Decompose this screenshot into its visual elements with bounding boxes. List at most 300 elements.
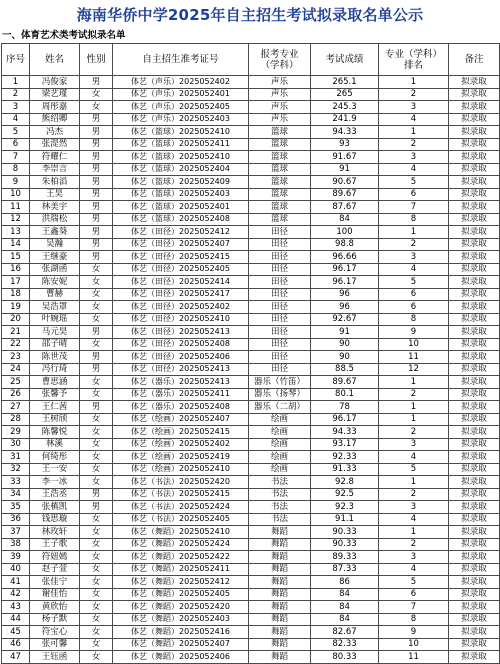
remark-cell: 拟录取: [449, 113, 500, 126]
table-row: [2, 513, 500, 526]
rank-cell: 4: [379, 263, 449, 276]
student-name-cell: 王一安: [30, 463, 80, 476]
student-gender-cell: 女: [80, 313, 113, 326]
student-name-cell: 林溪: [30, 438, 80, 451]
row-index-cell: 30: [2, 438, 30, 451]
student-gender-cell: 女: [80, 463, 113, 476]
table-row: [2, 426, 500, 439]
exam-id-cell: 体艺（田径）2025052412: [113, 226, 249, 239]
score-cell: 96.17: [311, 276, 379, 289]
major-cell: 田径: [249, 238, 311, 251]
score-cell: 82.33: [311, 638, 379, 651]
table-row: [2, 76, 500, 89]
major-cell: 田径: [249, 226, 311, 239]
score-cell: 91.33: [311, 463, 379, 476]
remark-cell: 拟录取: [449, 388, 500, 401]
student-name-cell: 王钰函: [30, 651, 80, 664]
major-cell: 舞蹈: [249, 613, 311, 626]
table-row: [2, 551, 500, 564]
student-gender-cell: 女: [80, 338, 113, 351]
score-cell: 265.1: [311, 76, 379, 89]
major-cell: 田径: [249, 351, 311, 364]
row-index-cell: 2: [2, 88, 30, 101]
rank-cell: 10: [379, 338, 449, 351]
rank-cell: 1: [379, 526, 449, 539]
student-gender-cell: 女: [80, 426, 113, 439]
score-cell: 86: [311, 576, 379, 589]
major-cell: 书法: [249, 513, 311, 526]
row-index-cell: 23: [2, 351, 30, 364]
remark-cell: 拟录取: [449, 201, 500, 214]
row-index-cell: 4: [2, 113, 30, 126]
major-cell: 声乐: [249, 88, 311, 101]
table-row: [2, 363, 500, 376]
student-gender-cell: 女: [80, 526, 113, 539]
exam-id-cell: 体艺（田径）2025052408: [113, 338, 249, 351]
table-row: [2, 626, 500, 639]
header-rank: 专业（学科） 排名: [379, 44, 449, 76]
exam-id-cell: 体艺（声乐）2025052402: [113, 76, 249, 89]
table-row: [2, 563, 500, 576]
student-gender-cell: 男: [80, 163, 113, 176]
row-index-cell: 19: [2, 301, 30, 314]
exam-id-cell: 体艺（舞蹈）2025052424: [113, 538, 249, 551]
student-gender-cell: 女: [80, 638, 113, 651]
remark-cell: 拟录取: [449, 288, 500, 301]
score-cell: 96: [311, 301, 379, 314]
table-row: [2, 138, 500, 151]
score-cell: 84: [311, 601, 379, 614]
row-index-cell: 6: [2, 138, 30, 151]
student-gender-cell: 女: [80, 651, 113, 664]
student-name-cell: 张湜然: [30, 138, 80, 151]
student-gender-cell: 女: [80, 626, 113, 639]
rank-cell: 2: [379, 138, 449, 151]
row-index-cell: 37: [2, 526, 30, 539]
score-cell: 265: [311, 88, 379, 101]
major-cell: 书法: [249, 501, 311, 514]
rank-cell: 4: [379, 163, 449, 176]
student-gender-cell: 男: [80, 151, 113, 164]
table-row: [2, 238, 500, 251]
student-gender-cell: 女: [80, 438, 113, 451]
student-name-cell: 朱柏滔: [30, 176, 80, 189]
student-name-cell: 冯俊家: [30, 76, 80, 89]
student-gender-cell: 男: [80, 226, 113, 239]
remark-cell: 拟录取: [449, 563, 500, 576]
score-cell: 92.67: [311, 313, 379, 326]
table-row: [2, 326, 500, 339]
student-gender-cell: 女: [80, 551, 113, 564]
row-index-cell: 31: [2, 451, 30, 464]
table-row: [2, 538, 500, 551]
student-name-cell: 曹思涵: [30, 376, 80, 389]
student-name-cell: 冯杰: [30, 126, 80, 139]
rank-cell: 5: [379, 463, 449, 476]
student-gender-cell: 女: [80, 613, 113, 626]
row-index-cell: 43: [2, 601, 30, 614]
rank-cell: 7: [379, 201, 449, 214]
table-row: [2, 113, 500, 126]
table-row: [2, 588, 500, 601]
rank-cell: 1: [379, 226, 449, 239]
row-index-cell: 21: [2, 326, 30, 339]
student-name-cell: 王树颀: [30, 413, 80, 426]
row-index-cell: 42: [2, 588, 30, 601]
rank-cell: 4: [379, 113, 449, 126]
major-cell: 声乐: [249, 76, 311, 89]
table-row: [2, 251, 500, 264]
exam-id-cell: 体艺（舞蹈）2025052403: [113, 613, 249, 626]
student-name-cell: 林玫轩: [30, 526, 80, 539]
student-gender-cell: 女: [80, 476, 113, 489]
exam-id-cell: 体艺（舞蹈）2025052405: [113, 588, 249, 601]
score-cell: 92.8: [311, 476, 379, 489]
score-cell: 84: [311, 588, 379, 601]
table-row: [2, 463, 500, 476]
student-gender-cell: 女: [80, 288, 113, 301]
exam-id-cell: 体艺（田径）2025052407: [113, 238, 249, 251]
major-cell: 舞蹈: [249, 526, 311, 539]
rank-cell: 3: [379, 151, 449, 164]
remark-cell: 拟录取: [449, 363, 500, 376]
rank-cell: 5: [379, 576, 449, 589]
row-index-cell: 14: [2, 238, 30, 251]
student-gender-cell: 男: [80, 238, 113, 251]
student-gender-cell: 男: [80, 351, 113, 364]
score-cell: 241.9: [311, 113, 379, 126]
row-index-cell: 16: [2, 263, 30, 276]
table-row: [2, 288, 500, 301]
student-gender-cell: 女: [80, 263, 113, 276]
rank-cell: 1: [379, 401, 449, 414]
remark-cell: 拟录取: [449, 176, 500, 189]
rank-cell: 2: [379, 88, 449, 101]
major-cell: 篮球: [249, 151, 311, 164]
table-row: [2, 276, 500, 289]
row-index-cell: 10: [2, 188, 30, 201]
table-row: [2, 313, 500, 326]
student-gender-cell: 女: [80, 563, 113, 576]
score-cell: 96.17: [311, 413, 379, 426]
score-cell: 92.3: [311, 501, 379, 514]
rank-cell: 3: [379, 101, 449, 114]
row-index-cell: 46: [2, 638, 30, 651]
table-row: [2, 126, 500, 139]
student-gender-cell: 女: [80, 576, 113, 589]
remark-cell: 拟录取: [449, 526, 500, 539]
rank-cell: 8: [379, 613, 449, 626]
exam-id-cell: 体艺（舞蹈）2025052416: [113, 626, 249, 639]
student-name-cell: 邵子晴: [30, 338, 80, 351]
page-title: 海南华侨中学2025年自主招生考试拟录取名单公示: [76, 6, 424, 24]
remark-cell: 拟录取: [449, 513, 500, 526]
major-cell: 舞蹈: [249, 638, 311, 651]
remark-cell: 拟录取: [449, 226, 500, 239]
score-cell: 90.33: [311, 526, 379, 539]
rank-cell: 7: [379, 601, 449, 614]
major-cell: 绘画: [249, 413, 311, 426]
major-cell: 声乐: [249, 101, 311, 114]
student-gender-cell: 男: [80, 113, 113, 126]
student-gender-cell: 男: [80, 138, 113, 151]
student-gender-cell: 女: [80, 538, 113, 551]
score-cell: 90.33: [311, 538, 379, 551]
student-name-cell: 曹赫: [30, 288, 80, 301]
exam-id-cell: 体艺（舞蹈）2025052410: [113, 526, 249, 539]
student-name-cell: 符宝心: [30, 626, 80, 639]
student-name-cell: 熊绍卿: [30, 113, 80, 126]
table-row: [2, 476, 500, 489]
row-index-cell: 44: [2, 613, 30, 626]
student-gender-cell: 男: [80, 251, 113, 264]
remark-cell: 拟录取: [449, 476, 500, 489]
score-cell: 82.67: [311, 626, 379, 639]
remark-cell: 拟录取: [449, 151, 500, 164]
major-cell: 舞蹈: [249, 563, 311, 576]
row-index-cell: 15: [2, 251, 30, 264]
row-index-cell: 7: [2, 151, 30, 164]
major-cell: 书法: [249, 488, 311, 501]
exam-id-cell: 体艺（舞蹈）2025052412: [113, 576, 249, 589]
remark-cell: 拟录取: [449, 413, 500, 426]
student-gender-cell: 男: [80, 488, 113, 501]
major-cell: 绘画: [249, 438, 311, 451]
remark-cell: 拟录取: [449, 376, 500, 389]
student-gender-cell: 男: [80, 213, 113, 226]
row-index-cell: 39: [2, 551, 30, 564]
table-row: [2, 263, 500, 276]
row-index-cell: 11: [2, 201, 30, 214]
major-cell: 田径: [249, 363, 311, 376]
major-cell: 田径: [249, 338, 311, 351]
student-name-cell: 陈馨悦: [30, 426, 80, 439]
remark-cell: 拟录取: [449, 501, 500, 514]
header-name: 姓名: [30, 44, 80, 76]
student-name-cell: 张馨予: [30, 388, 80, 401]
table-row: [2, 451, 500, 464]
exam-id-cell: 体艺（绘画）2025052402: [113, 438, 249, 451]
score-cell: 80.1: [311, 388, 379, 401]
exam-id-cell: 体艺（书法）2025052405: [113, 513, 249, 526]
student-gender-cell: 女: [80, 413, 113, 426]
table-row: [2, 176, 500, 189]
student-gender-cell: 男: [80, 126, 113, 139]
score-cell: 90: [311, 351, 379, 364]
row-index-cell: 26: [2, 388, 30, 401]
table-row: [2, 651, 500, 664]
score-cell: 92.5: [311, 488, 379, 501]
score-cell: 94.33: [311, 426, 379, 439]
student-gender-cell: 男: [80, 188, 113, 201]
score-cell: 245.3: [311, 101, 379, 114]
major-cell: 绘画: [249, 426, 311, 439]
student-name-cell: 杨子默: [30, 613, 80, 626]
table-row: [2, 526, 500, 539]
exam-id-cell: 体艺（绘画）2025052407: [113, 413, 249, 426]
exam-id-cell: 体艺（田径）2025052405: [113, 263, 249, 276]
rank-cell: 4: [379, 451, 449, 464]
student-gender-cell: 男: [80, 501, 113, 514]
score-cell: 78: [311, 401, 379, 414]
row-index-cell: 8: [2, 163, 30, 176]
remark-cell: 拟录取: [449, 626, 500, 639]
major-cell: 田径: [249, 276, 311, 289]
table-row: [2, 413, 500, 426]
exam-id-cell: 体艺（绘画）2025052410: [113, 463, 249, 476]
rank-cell: 10: [379, 638, 449, 651]
exam-id-cell: 体艺（田径）2025052410: [113, 313, 249, 326]
major-cell: 器乐（竹笛）: [249, 376, 311, 389]
table-row: [2, 163, 500, 176]
student-gender-cell: 男: [80, 176, 113, 189]
remark-cell: 拟录取: [449, 551, 500, 564]
header-remark: 备注: [449, 44, 500, 76]
score-cell: 96.17: [311, 263, 379, 276]
table-row: [2, 613, 500, 626]
remark-cell: 拟录取: [449, 401, 500, 414]
student-name-cell: 张可馨: [30, 638, 80, 651]
rank-cell: 9: [379, 326, 449, 339]
exam-id-cell: 体艺（绘画）2025052415: [113, 426, 249, 439]
exam-id-cell: 体艺（篮球）2025052408: [113, 213, 249, 226]
rank-cell: 2: [379, 538, 449, 551]
score-cell: 91: [311, 326, 379, 339]
student-name-cell: 王继豪: [30, 251, 80, 264]
table-row: [2, 638, 500, 651]
exam-id-cell: 体艺（舞蹈）2025052406: [113, 651, 249, 664]
score-cell: 91.1: [311, 513, 379, 526]
major-cell: 绘画: [249, 463, 311, 476]
table-row: [2, 101, 500, 114]
exam-id-cell: 体艺（器乐）2025052411: [113, 388, 249, 401]
student-name-cell: 李一冰: [30, 476, 80, 489]
section-title: 一、体育艺术类考试拟录名单: [2, 30, 126, 41]
remark-cell: 拟录取: [449, 301, 500, 314]
exam-id-cell: 体艺（篮球）2025052403: [113, 188, 249, 201]
remark-cell: 拟录取: [449, 538, 500, 551]
student-gender-cell: 女: [80, 301, 113, 314]
remark-cell: 拟录取: [449, 76, 500, 89]
table-row: [2, 376, 500, 389]
major-cell: 田径: [249, 288, 311, 301]
exam-id-cell: 体艺（器乐）2025052413: [113, 376, 249, 389]
student-gender-cell: 女: [80, 451, 113, 464]
exam-id-cell: 体艺（田径）2025052417: [113, 288, 249, 301]
remark-cell: 拟录取: [449, 138, 500, 151]
score-cell: 91: [311, 163, 379, 176]
row-index-cell: 28: [2, 413, 30, 426]
rank-cell: 11: [379, 651, 449, 664]
remark-cell: 拟录取: [449, 638, 500, 651]
remark-cell: 拟录取: [449, 438, 500, 451]
student-name-cell: 叶婉瑶: [30, 313, 80, 326]
row-index-cell: 29: [2, 426, 30, 439]
header-exam-id: 自主招生准考证号: [113, 44, 249, 76]
major-cell: 绘画: [249, 451, 311, 464]
score-cell: 89.67: [311, 188, 379, 201]
score-cell: 84: [311, 213, 379, 226]
rank-cell: 11: [379, 351, 449, 364]
row-index-cell: 13: [2, 226, 30, 239]
student-gender-cell: 男: [80, 363, 113, 376]
score-cell: 84: [311, 613, 379, 626]
student-name-cell: 冯行琦: [30, 363, 80, 376]
header-index: 序号: [2, 44, 30, 76]
row-index-cell: 24: [2, 363, 30, 376]
rank-cell: 3: [379, 501, 449, 514]
rank-cell: 6: [379, 588, 449, 601]
rank-cell: 3: [379, 251, 449, 264]
student-name-cell: 李崇言: [30, 163, 80, 176]
student-name-cell: 王子歌: [30, 538, 80, 551]
major-cell: 舞蹈: [249, 626, 311, 639]
student-name-cell: 谢佳怡: [30, 588, 80, 601]
rank-cell: 1: [379, 376, 449, 389]
score-cell: 90.67: [311, 176, 379, 189]
remark-cell: 拟录取: [449, 426, 500, 439]
exam-id-cell: 体艺（田径）2025052414: [113, 276, 249, 289]
score-cell: 98.8: [311, 238, 379, 251]
rank-cell: 2: [379, 238, 449, 251]
major-cell: 舞蹈: [249, 601, 311, 614]
major-cell: 田径: [249, 251, 311, 264]
table-row: [2, 151, 500, 164]
student-gender-cell: 男: [80, 76, 113, 89]
exam-id-cell: 体艺（舞蹈）2025052407: [113, 638, 249, 651]
row-index-cell: 22: [2, 338, 30, 351]
admission-table: [1, 43, 500, 664]
student-gender-cell: 男: [80, 401, 113, 414]
remark-cell: 拟录取: [449, 213, 500, 226]
major-cell: 田径: [249, 301, 311, 314]
student-name-cell: 陈世茂: [30, 351, 80, 364]
exam-id-cell: 体艺（田径）2025052413: [113, 363, 249, 376]
row-index-cell: 34: [2, 488, 30, 501]
remark-cell: 拟录取: [449, 326, 500, 339]
student-gender-cell: 女: [80, 588, 113, 601]
table-row: [2, 401, 500, 414]
exam-id-cell: 体艺（篮球）2025052410: [113, 126, 249, 139]
major-cell: 篮球: [249, 138, 311, 151]
score-cell: 90: [311, 338, 379, 351]
remark-cell: 拟录取: [449, 651, 500, 664]
exam-id-cell: 体艺（绘画）2025052419: [113, 451, 249, 464]
score-cell: 89.33: [311, 551, 379, 564]
student-gender-cell: 男: [80, 201, 113, 214]
remark-cell: 拟录取: [449, 88, 500, 101]
remark-cell: 拟录取: [449, 263, 500, 276]
student-name-cell: 张湖函: [30, 263, 80, 276]
major-cell: 舞蹈: [249, 588, 311, 601]
rank-cell: 2: [379, 388, 449, 401]
student-name-cell: 吴浩罩: [30, 301, 80, 314]
student-name-cell: 王昊: [30, 188, 80, 201]
rank-cell: 9: [379, 626, 449, 639]
row-index-cell: 33: [2, 476, 30, 489]
major-cell: 田径: [249, 263, 311, 276]
major-cell: 声乐: [249, 113, 311, 126]
table-row: [2, 501, 500, 514]
table-row: [2, 301, 500, 314]
exam-id-cell: 体艺（篮球）2025052409: [113, 176, 249, 189]
student-name-cell: 钱思璇: [30, 513, 80, 526]
student-name-cell: 赵子萱: [30, 563, 80, 576]
exam-id-cell: 体艺（声乐）2025052403: [113, 113, 249, 126]
rank-cell: 1: [379, 76, 449, 89]
table-row: [2, 338, 500, 351]
rank-cell: 2: [379, 426, 449, 439]
